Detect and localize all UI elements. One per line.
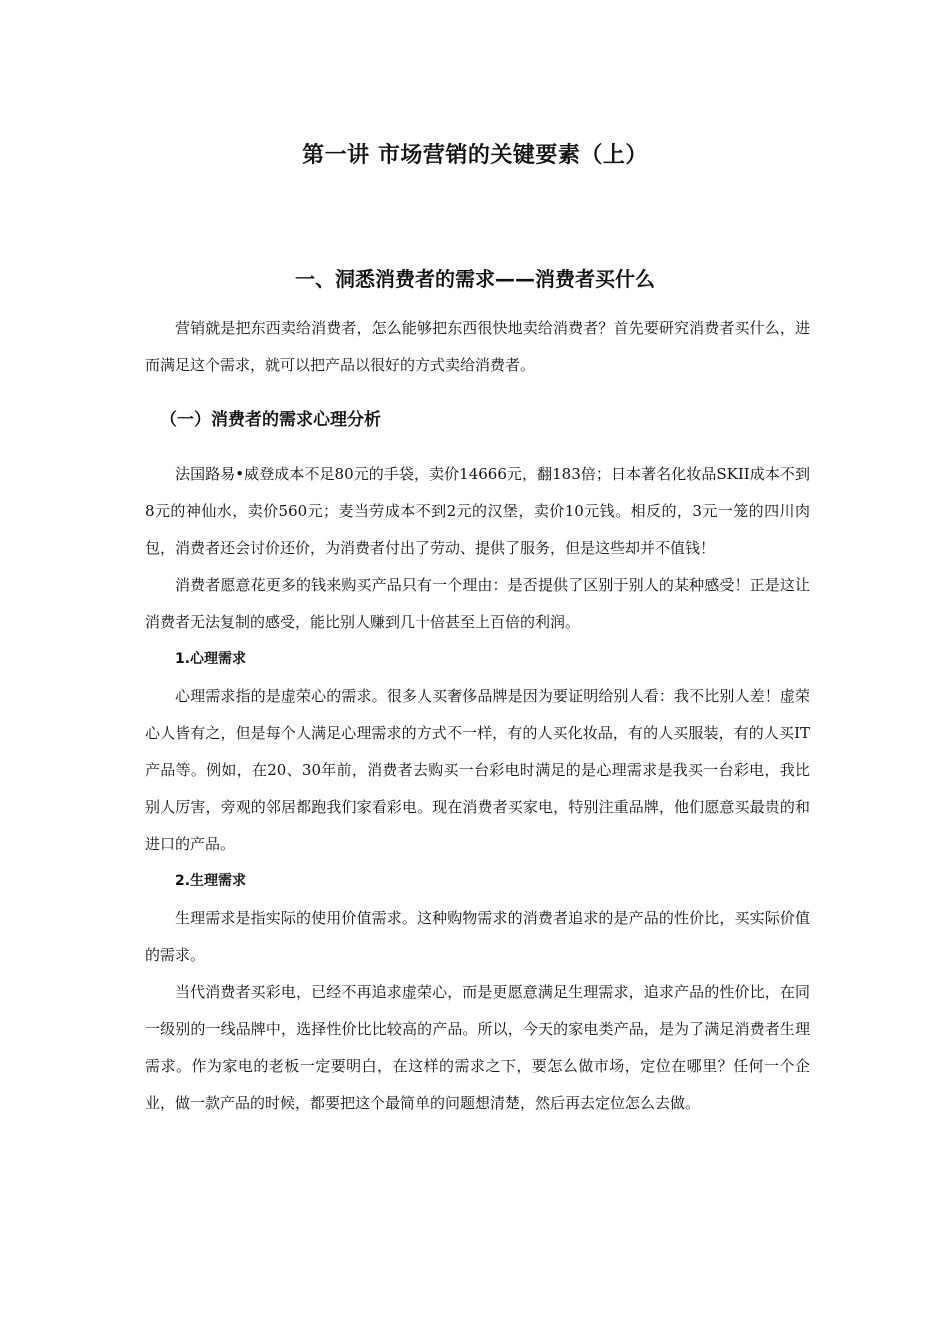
intro-paragraph: 营销就是把东西卖给消费者，怎么能够把东西很快地卖给消费者？首先要研究消费者买什么，进而满足这个需求，就可以把产品以很好的方式卖给消费者。	[145, 319, 810, 374]
item-2-paragraph-2: 当代消费者买彩电，已经不再追求虚荣心，而是更愿意满足生理需求，追求产品的性价比，在同一级别的一线品牌中，选择性价比比较高的产品。所以，今天的家电类产品，是为了满足消费者生理需求。作为家电的老板一定要明白，在这样的需求之下，要怎么做市场，定位在哪里？任何一个企业，做一款产品的时候，都要把这个最简单的问题想清楚，然后再去定位怎么去做。	[145, 983, 810, 1112]
item-2-heading: 2.生理需求	[175, 873, 247, 889]
main-content-block	[145, 456, 810, 1122]
item-1-heading: 1.心理需求	[175, 651, 247, 667]
item-2-paragraph-1: 生理需求是指实际的使用价值需求。这种购物需求的消费者追求的是产品的性价比，买实际价值的需求。	[145, 909, 810, 964]
paragraph-1: 法国路易•威登成本不足80元的手袋，卖价14666元，翻183倍；日本著名化妆品SKII成本不到8元的神仙水，卖价560元；麦当劳成本不到2元的汉堡，卖价10元钱。相反的，3元一笼的四川肉包，消费者还会讨价还价，为消费者付出了劳动、提供了服务，但是这些却并不值钱！	[145, 465, 810, 557]
item-1-paragraph: 心理需求指的是虚荣心的需求。很多人买奢侈品牌是因为要证明给别人看：我不比别人差！虚荣心人皆有之，但是每个人满足心理需求的方式不一样，有的人买化妆品，有的人买服装，有的人买IT产品等。例如，在20、30年前，消费者去购买一台彩电时满足的是心理需求是我买一台彩电，我比别人厉害，旁观的邻居都跑我们家看彩电。现在消费者买家电，特别注重品牌，他们愿意买最贵的和进口的产品。	[145, 687, 810, 853]
subsection-heading: （一）消费者的需求心理分析	[160, 410, 381, 430]
paragraph-2: 消费者愿意花更多的钱来购买产品只有一个理由：是否提供了区别于别人的某种感受！正是这让消费者无法复制的感受，能比别人赚到几十倍甚至上百倍的利润。	[145, 576, 810, 631]
section-heading: 一、洞悉消费者的需求——消费者买什么	[295, 267, 655, 291]
document-title: 第一讲 市场营销的关键要素（上）	[302, 143, 648, 168]
intro-block	[145, 310, 810, 384]
